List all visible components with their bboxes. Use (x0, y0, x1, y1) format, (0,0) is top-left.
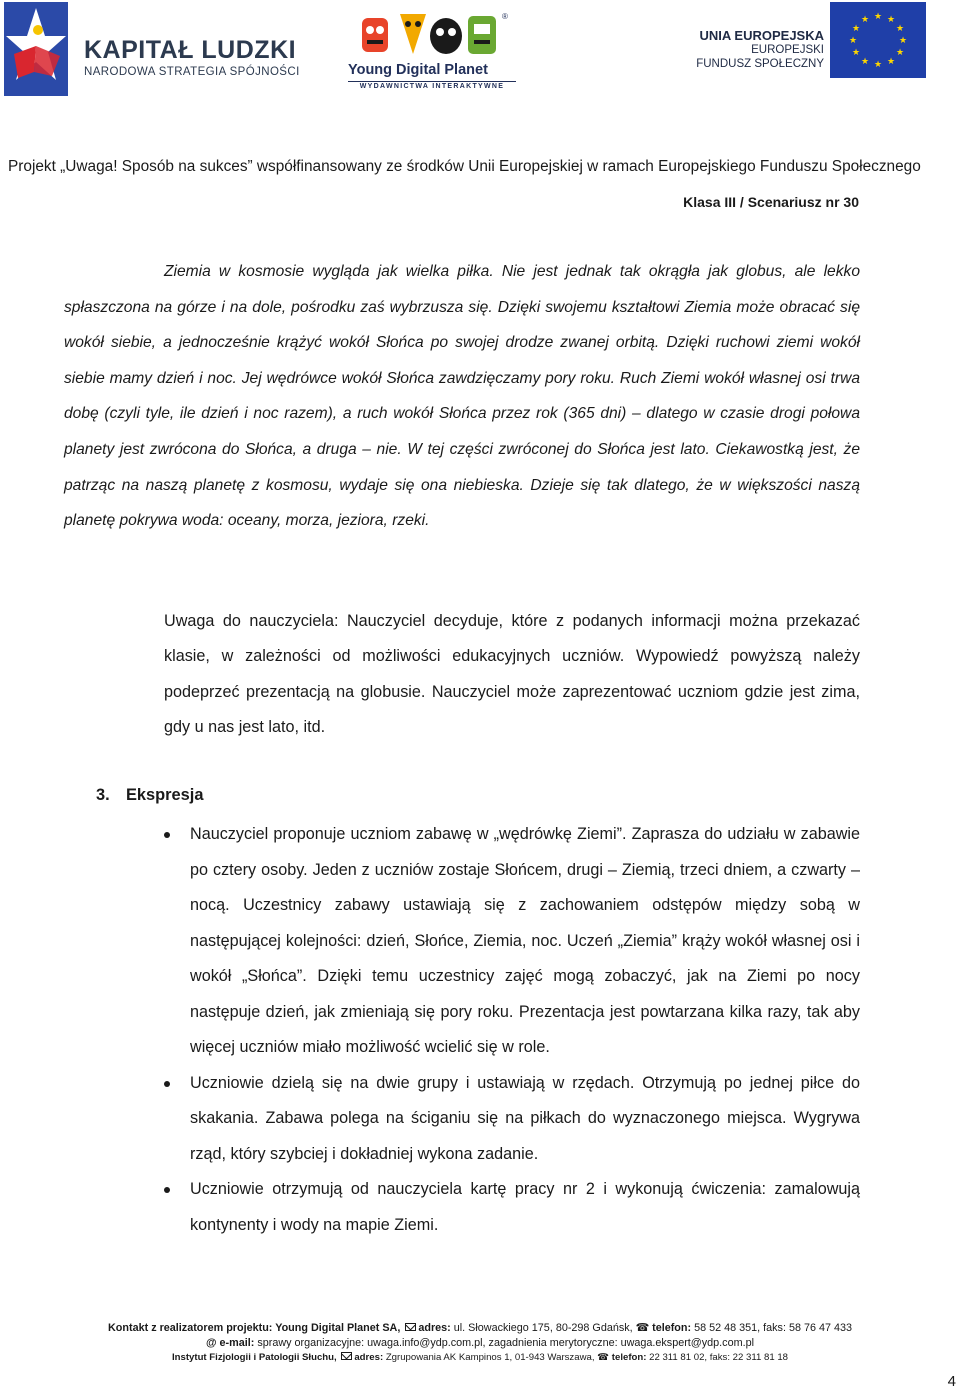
svg-text:★: ★ (851, 24, 861, 34)
footer-institute-address-value: Zgrupowania AK Kampinos 1, 01-943 Warszawa, (385, 1352, 595, 1363)
list-item-text: Nauczyciel proponuje uczniom zabawę w „wędrówkę Ziemi”. Zaprasza do udziału w zabawie po cztery osoby. Jeden z uczniów zostaje Słońcem, drugi – Ziemią, trzeci dniem, a czwarty – nocą. Uczestnicy zabawy ustawiają się z zachowaniem odstępów między sobą w następującej kolejności: dzień, Słońce, Ziemia, noc. Uczeń „Ziemia” krąży wokół własnej osi i wokół „Słońca”. Dzięki temu uczestnicy zajęć mogą zobaczyć, jak na Ziemi po nocy następuje dzień, jak zmieniają się pory roku. Prezentacja jest powtarzana kilka razy, tak aby więcej uczniów miało możliwość wcielić się w role. (190, 825, 860, 1056)
ue-title: UNIA EUROPEJSKA (699, 28, 824, 43)
svg-text:★: ★ (886, 57, 896, 67)
svg-text:★: ★ (873, 60, 883, 70)
svg-text:★: ★ (895, 24, 905, 34)
footer-institute-name: Instytut Fizjologii i Patologii Słuchu, (171, 1352, 337, 1363)
young-digital-planet-logo (342, 10, 518, 88)
footer-email-label: @ e-mail: (206, 1337, 255, 1349)
section-title: Ekspresja (126, 786, 204, 804)
list-item-text: Uczniowie otrzymują od nauczyciela kartę pracy nr 2 i wykonują ćwiczenia: zamalowują kontynenty i wody na mapie Ziemi. (190, 1180, 860, 1234)
list-item (164, 817, 860, 1066)
footer-email-value: sprawy organizacyjne: uwaga.info@ydp.com.pl, zagadnienia merytoryczne: uwaga.ekspert@ydp.com.pl (257, 1337, 754, 1349)
svg-text:★: ★ (848, 36, 858, 46)
svg-text:★: ★ (860, 15, 870, 25)
ue-line-3: FUNDUSZ SPOŁECZNY (696, 58, 824, 70)
ydp-name: Young Digital Planet (348, 62, 488, 78)
phone-icon: ☎ (635, 1322, 650, 1334)
bullet-icon (164, 1081, 170, 1087)
project-funding-line: Projekt „Uwaga! Sposób na sukces” współfinansowany ze środków Unii Europejskiej w ramach Europejskiego Funduszu Społecznego (8, 158, 921, 175)
ydp-tagline: WYDAWNICTWA INTERAKTYWNE (348, 81, 516, 91)
footer-contact-label: Kontakt z realizatorem projektu: Young Digital Planet SA, (108, 1322, 401, 1334)
svg-text:★: ★ (873, 12, 883, 22)
svg-text:★: ★ (860, 57, 870, 67)
page-footer (0, 1321, 960, 1365)
svg-text:★: ★ (886, 15, 896, 25)
star-logo-icon (4, 2, 68, 96)
footer-institute-address-label: adres: (354, 1352, 384, 1363)
earth-description-paragraph: Ziemia w kosmosie wygląda jak wielka piłka. Nie jest jednak tak okrągła jak globus, ale lekko spłaszczona na górze i na dole, pośrodku zaś wybrzusza się. Dzięki swojemu kształtowi Ziemia może obracać się wokół siebie, a jednocześnie krążyć wokół Słońca po swojej drodze zwanej orbitą. Dzięki ruchowi ziemi wokół siebie mamy dzień i noc. Jej wędrówce wokół Słońca zawdzięczamy pory roku. Ruch Ziemi wokół własnej osi trwa dobę (czyli tyle, ile dzień i noc razem), a ruch wokół Słońca przez rok (365 dni) – dlatego w czasie drogi połowa planety jest zwrócona do Słońca, a druga – nie. W tej części zwróconej do Słońca jest lato. Ciekawostką jest, że patrząc na naszą planetę z kosmosu, wydaje się ona niebieska. Dzieje się tak dlatego, że w większości naszą planetę pokrywa woda: oceany, morza, jeziora, rzeki. (64, 263, 860, 530)
kapital-ludzki-subtitle: NARODOWA STRATEGIA SPÓJNOŚCI (84, 66, 300, 78)
footer-phone-label: telefon: (652, 1322, 692, 1334)
kapital-ludzki-logo (4, 2, 304, 98)
list-item (164, 1172, 860, 1243)
section-heading (96, 786, 203, 805)
footer-phone-value: 58 52 48 351, faks: 58 76 47 433 (694, 1322, 852, 1334)
footer-contact-line (0, 1321, 960, 1336)
list-item (164, 1066, 860, 1173)
section-number: 3. (96, 786, 110, 804)
list-item-text: Uczniowie dzielą się na dwie grupy i ustawiają w rzędach. Otrzymują po jednej piłce do skakania. Zabawa polega na ściganiu się na piłkach do wyznaczonego miejsca. Wygrywa rząd, który szybciej i dokładniej wykona zadanie. (190, 1073, 860, 1163)
teacher-note-paragraph: Uwaga do nauczyciela: Nauczyciel decyduje, które z podanych informacji można przekazać klasie, w zależności od możliwości edukacyjnych uczniów. Wypowiedź powyższą należy podeprzeć prezentacją na globusie. Nauczyciel może zaprezentować uczniom gdzie jest zima, gdy u nas jest lato, itd. (164, 612, 860, 737)
svg-text:★: ★ (895, 48, 905, 58)
envelope-icon (405, 1323, 416, 1331)
phone-icon: ☎ (597, 1352, 610, 1363)
footer-institute-phone-value: 22 311 81 02, faks: 22 311 81 18 (649, 1352, 788, 1363)
footer-address-value: ul. Słowackiego 175, 80-298 Gdańsk, (453, 1322, 633, 1334)
ue-line-2: EUROPEJSKI (751, 44, 824, 56)
footer-institute-phone-label: telefon: (611, 1352, 647, 1363)
kapital-ludzki-title: KAPITAŁ LUDZKI (84, 36, 297, 64)
unia-europejska-logo (696, 2, 926, 82)
ydp-characters-icon (356, 10, 506, 60)
svg-text:★: ★ (898, 36, 908, 46)
eu-flag-icon (830, 2, 926, 78)
bullet-icon (164, 832, 170, 838)
footer-institute-line (0, 1351, 960, 1365)
bullet-icon (164, 1187, 170, 1193)
footer-email-line (0, 1336, 960, 1351)
page-number: 4 (947, 1373, 956, 1390)
footer-address-label: adres: (418, 1322, 451, 1334)
svg-text:★: ★ (851, 48, 861, 58)
activity-list (164, 817, 860, 1243)
envelope-icon (341, 1352, 352, 1360)
registered-mark: ® (502, 12, 508, 21)
class-scenario-label: Klasa III / Scenariusz nr 30 (683, 194, 859, 210)
